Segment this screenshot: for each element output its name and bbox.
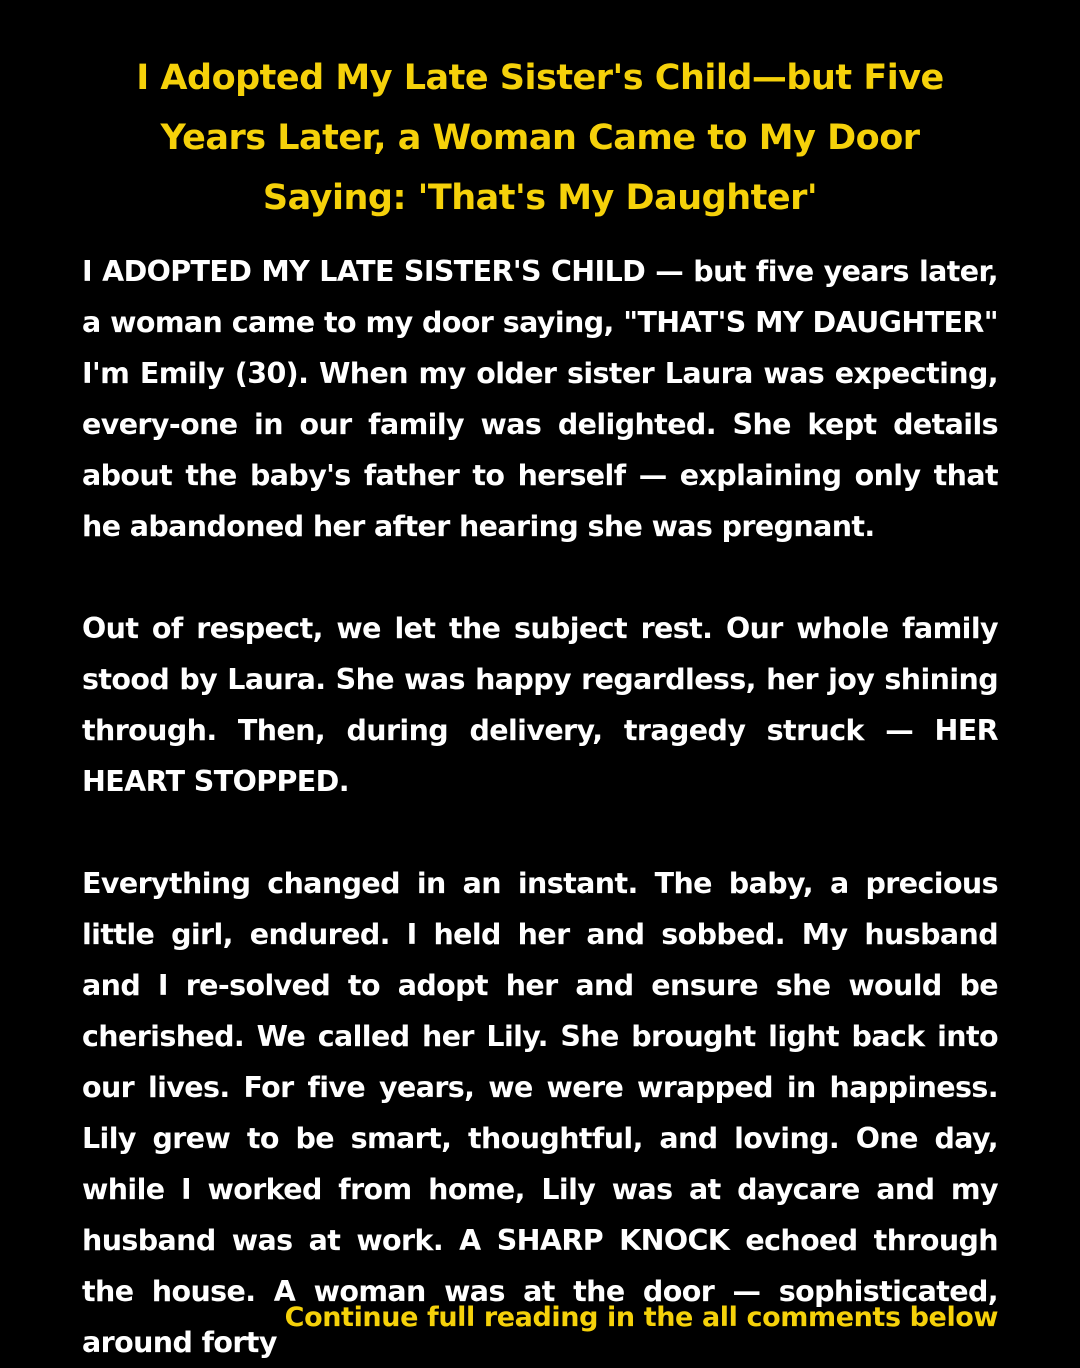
story-paragraph-3: Everything changed in an instant. The baby, a precious little girl, endured. I held her and sobbed. My husband and I re-solved to adopt her and ensure she would be cherished. We called her Lily. She brought light back into our lives. For five years, we were wrapped in happiness. Lily grew to be smart, thoughtful, and loving. One day, while I worked from home, Lily was at daycare and my husband was at work. A SHARP KNOCK echoed through the house. A woman was at the door — sophisticated, around forty (82, 867, 998, 1359)
continue-reading-prompt: Continue full reading in the all comments below (284, 1302, 998, 1333)
story-paragraph-2: Out of respect, we let the subject rest. Our whole family stood by Laura. She was happy regardless, her joy shining through. Then, during delivery, tragedy struck — HER HEART STOPPED. (82, 612, 998, 798)
post-title: I Adopted My Late Sister's Child—but Five Years Later, a Woman Came to My Door Saying: 'That's My Daughter' (136, 58, 944, 218)
story-paragraph-1: I ADOPTED MY LATE SISTER'S CHILD — but five years later, a woman came to my door saying, "THAT'S MY DAUGHTER" I'm Emily (30). When my older sister Laura was expecting, every-one in our family was delighted. She kept details about the baby's father to herself — explaining only that he abandoned her after hearing she was pregnant. (82, 255, 998, 543)
